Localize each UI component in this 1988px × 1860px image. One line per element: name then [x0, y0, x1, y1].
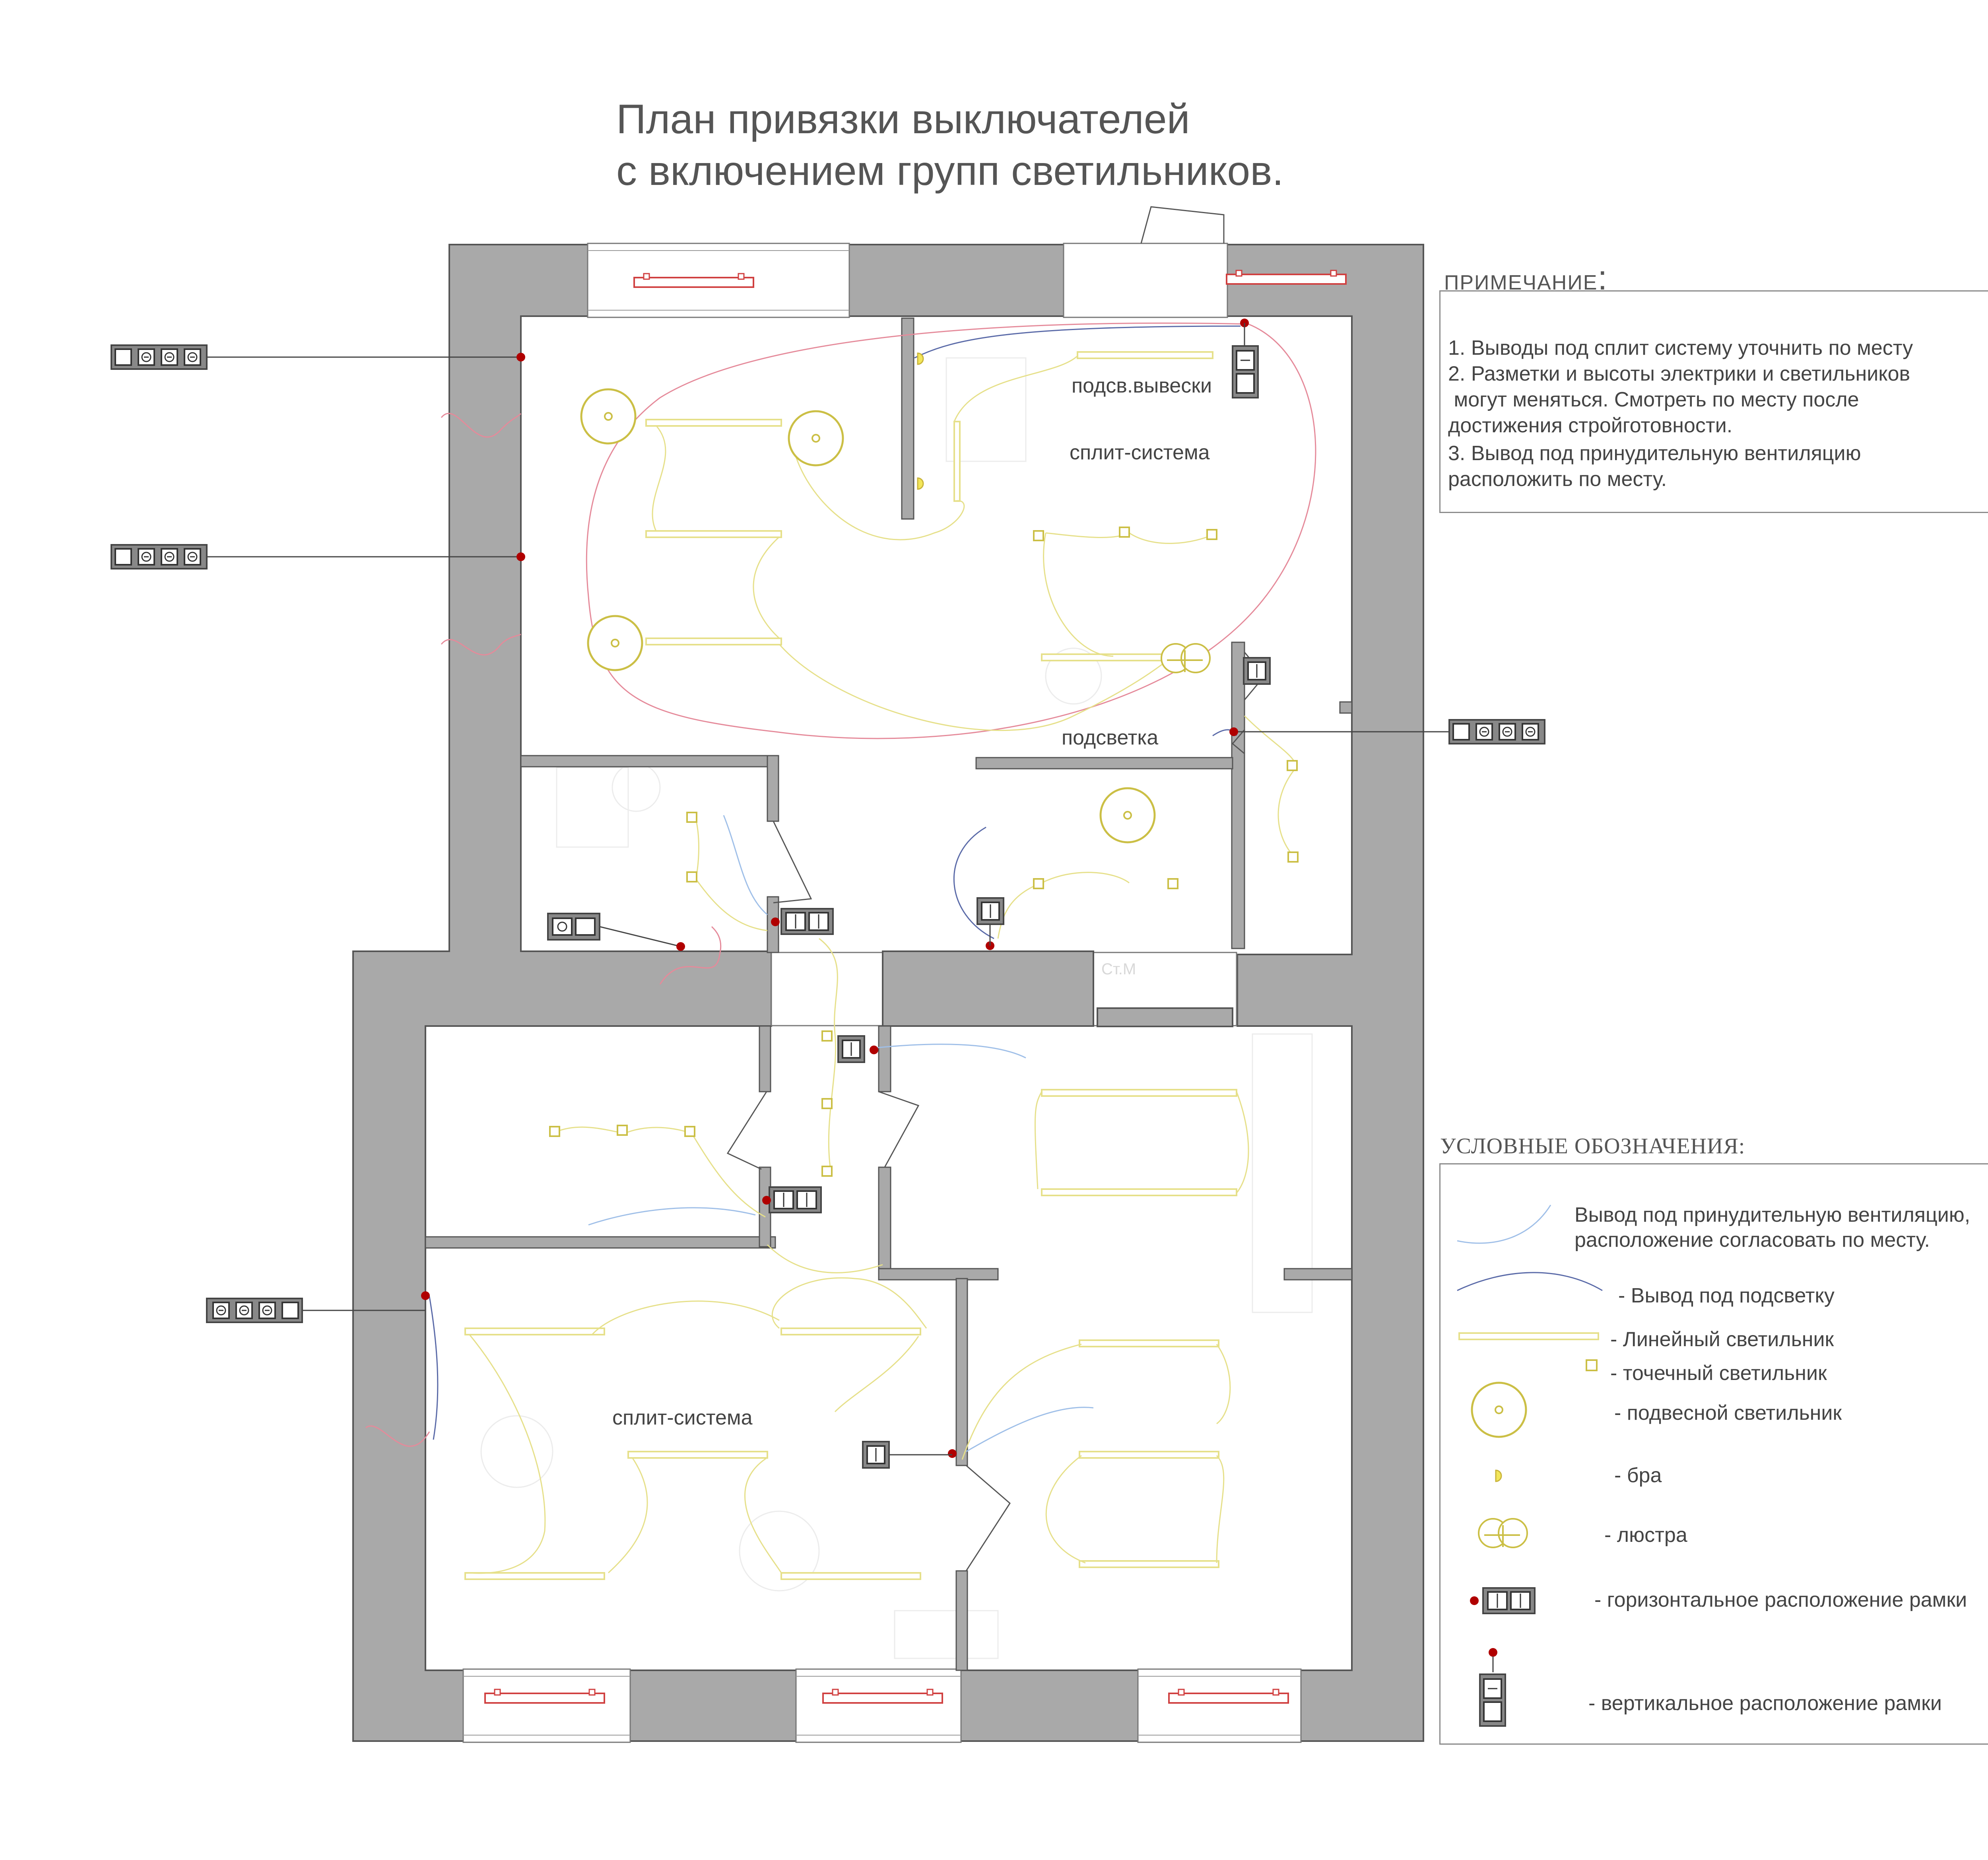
title-line-2: с включением групп светильников. — [616, 148, 1284, 194]
notes-heading-colon: : — [1598, 259, 1608, 297]
label-split-top: сплит-система — [1070, 441, 1210, 464]
note-line: 2. Разметки и высоты электрики и светильников — [1448, 362, 1910, 385]
notes-heading-text: ПРИМЕЧАНИЕ — [1444, 271, 1598, 294]
legend-vertical-frame: - вертикальное расположение рамки — [1588, 1692, 1942, 1715]
page-title — [616, 93, 1283, 197]
note-line: расположить по месту. — [1448, 468, 1667, 491]
socket-block-icon — [548, 913, 600, 940]
label-watermark: Ст.М — [1101, 960, 1136, 978]
legend-pendant-light: - подвесной светильник — [1614, 1401, 1842, 1425]
pendant-lights — [581, 389, 1155, 842]
note-line: могут меняться. Смотреть по месту после — [1448, 388, 1859, 411]
spot-lights — [550, 527, 1298, 1176]
legend-backlight-outlet: - Вывод под подсветку — [1618, 1284, 1835, 1307]
legend-chandelier: - люстра — [1604, 1524, 1687, 1547]
chandelier — [1161, 644, 1210, 672]
socket-block-icon — [1449, 720, 1545, 744]
switch-frames — [769, 346, 1270, 1468]
legend-ventilation-line2: расположение согласовать по месту. — [1574, 1228, 1930, 1252]
switch-frame-icon — [769, 1187, 821, 1213]
switch-leaders — [889, 323, 1244, 1455]
title-line-1: План привязки выключателей — [616, 96, 1190, 142]
socket-block-icon — [111, 545, 207, 569]
switch-frame-icon — [781, 909, 833, 934]
switch-frame-icon — [863, 1442, 889, 1468]
legend-heading: УСЛОВНЫЕ ОБОЗНАЧЕНИЯ: — [1440, 1134, 1745, 1158]
legend-horizontal-frame: - горизонтальное расположение рамки — [1594, 1588, 1967, 1611]
switch-frame-icon — [1244, 658, 1270, 684]
note-line: 3. Вывод под принудительную вентиляцию — [1448, 442, 1861, 465]
note-line: достижения стройготовности. — [1448, 414, 1733, 437]
connection-dots — [421, 319, 1249, 1458]
socket-block-icon — [207, 1298, 302, 1322]
switch-frame-icon — [838, 1036, 864, 1062]
label-backlight: подсветка — [1062, 726, 1159, 749]
label-split-bottom: сплит-система — [612, 1406, 753, 1429]
note-line: 1. Выводы под сплит систему уточнить по месту — [1448, 336, 1913, 360]
legend-ventilation-line1: Вывод под принудительную вентиляцию, — [1574, 1203, 1971, 1226]
label-sign-backlight: подсв.вывески — [1072, 374, 1212, 397]
sconces — [918, 353, 923, 489]
legend-spot-light: - точечный светильник — [1610, 1362, 1827, 1385]
switch-frame-icon — [1233, 346, 1258, 398]
switch-frame-icon — [977, 898, 1004, 924]
vent-wires — [588, 815, 1093, 1452]
legend-sconce: - бра — [1614, 1464, 1662, 1487]
legend-linear-light: - Линейный светильник — [1610, 1328, 1834, 1351]
socket-block-icon — [111, 345, 207, 369]
